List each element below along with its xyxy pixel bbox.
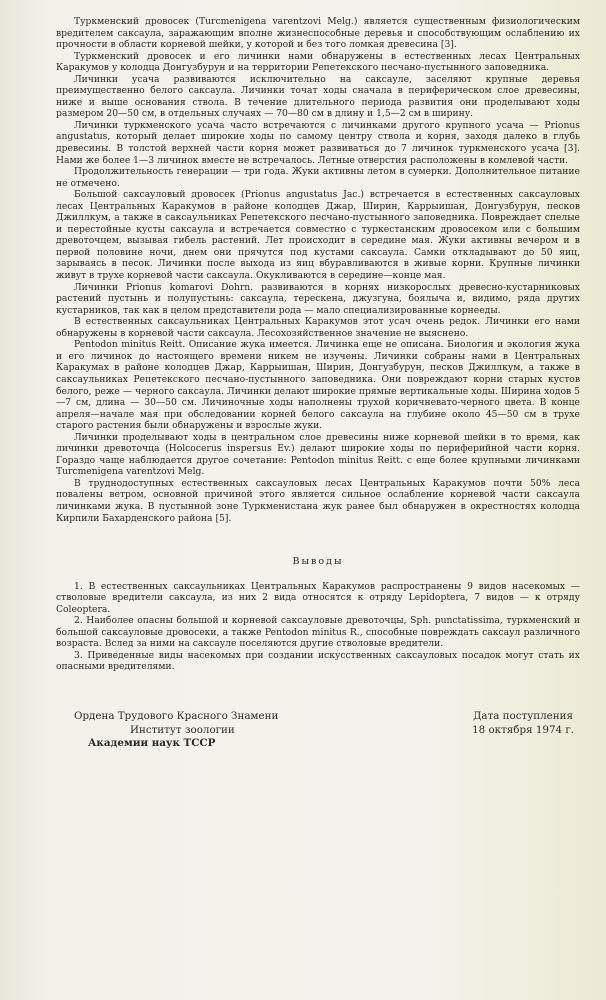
body-paragraph: Продолжительность генерации — три года. Жуки активны летом в сумерки. Дополнительное питание не отмечено.: [56, 166, 580, 189]
body-paragraph: Большой саксауловый дровосек (Prionus angustatus Jac.) встречается в естественных саксауловых лесах Центральных Каракумов в районе колодцев Джар, Ширин, Каррыишан, Донгузбурун, песков Джиллкум, а также в саксаульниках Репетекского песчано-пустынного заповедника. Повреждает спелые и перестойные кусты саксаула и встречается совместно с туркестанским дровосеком или с большим древоточцем, вызывая гибель растений. Лет происходит в середине мая. Жуки активны вечером и в первой половине ночи, днем они прячутся под кустами саксаула. Самки откладывают до 50 яиц, зарываясь в песок. Личинки после выхода из яиц вбуравливаются в живые корни. Крупные личинки живут в трухе корневой части саксаула. Окукливаются в середине—конце мая.: [56, 189, 580, 282]
received-date: 18 октября 1974 г.: [472, 723, 574, 736]
body-paragraph: Личинки усача развиваются исключительно на саксауле, заселяют крупные деревья преимущественно белого саксаула. Личинки точат ходы сначала в периферическом слое древесины, ниже и выше основания ствола. В течение длительного периода развития они проделывают ходы размером 20—50 см, в отдельных случаях — 70—80 см в длину и 1,5—2 см в ширину.: [56, 73, 580, 120]
body-paragraph: В труднодоступных естественных саксауловых лесах Центральных Каракумов почти 50% леса повалены ветром, основной причиной этого является сильное ослабление корневой части саксаула личинками жука. В пустынной зоне Туркменистана жук ранее был обнаружен в окрестностях колодца Кирпили Бахарденского района [5].: [56, 477, 580, 524]
received-date-block: [472, 710, 580, 750]
document-footer: [56, 710, 580, 750]
received-label: Дата поступления: [473, 710, 573, 723]
body-paragraph: Личинки туркменского усача часто встречаются с личинками другого крупного усача — Prionus angustatus, который делает широкие ходы по самому центру ствола и корня, заходя далеко в глубь древесины. В толстой верхней части корня может развиваться до 7 личинок туркменского усача [3]. Нами же более 1—3 личинок вместе не встречалось. Летные отверстия расположены в комлевой части.: [56, 119, 580, 166]
institution-line-2: Институт зоологии: [130, 723, 235, 736]
conclusion-item: 1. В естественных саксаульниках Центральных Каракумов распространены 9 видов насекомых — стволовые вредители саксаула, из них 2 вида относятся к отряду Lepidoptera, 7 видов — к отряду Coleoptera.: [56, 581, 580, 615]
conclusions-heading: Выводы: [292, 556, 344, 568]
body-paragraph: Личинки Prionus komarovi Dohrn. развиваются в корнях низкорослых древесно-кустарниковых растений пустынь и полупустынь: саксаула, терескена, джузгуна, боялыча и, видимо, ряда других кустарников, так как в целом представители рода — мало специализированные корнееды.: [56, 281, 580, 316]
conclusion-item: 2. Наиболее опасны большой и корневой саксауловые древоточцы, Sph. punctatissima, туркменский и большой саксауловые дровосеки, а также Pentodon minitus R., способные повреждать саксаул различного возраста. Вслед за ними на саксауле поселяются другие стволовые вредители.: [56, 615, 580, 650]
institution-block: [56, 710, 278, 750]
institution-line-3: Академии наук ТССР: [88, 737, 216, 750]
body-paragraph: Туркменский дровосек и его личинки нами обнаружены в естественных лесах Центральных Каракумов у колодца Донгузбурун и на территории Репетекского песчано-пустынного заповедника.: [56, 50, 580, 74]
conclusions-list: [56, 581, 580, 672]
article-body: [56, 16, 580, 524]
conclusion-item: 3. Приведенные виды насекомых при создании искусственных саксауловых посадок могут стать их опасными вредителями.: [56, 649, 580, 672]
body-paragraph: Туркменский дровосек (Turcmenigena varentzovi Melg.) является существенным физиологическим вредителем саксаула, заражающим вполне жизнеспособные деревья и способствующим ослаблению их прочности в области корневой шейки, у которой и без того ломкая древесина [3].: [56, 16, 580, 51]
body-paragraph: Pentodon minitus Reitt. Описание жука имеется. Личинка еще не описана. Биология и экология жука и его личинок до настоящего времени никем не изучены. Личинки собраны нами в Центральных Каракумах в районе колодцев Джар, Каррыишан, Ширин, Донгузбурун, песков Джиллкум, а также в саксаульниках Репетекского песчано-пустынного заповедника. Они повреждают корни старых кустов белого, реже — черного саксаула. Личинки делают широкие прямые вертикальные ходы. Ширина ходов 5—7 см, длина — 30—50 см. Личиночные ходы наполнены трухой коричневато-черного цвета. В конце апреля—начале мая при обследовании корней белого саксаула на глубине около 45—50 см в трухе старого растения были обнаружены и взрослые жуки.: [56, 339, 580, 432]
body-paragraph: В естественных саксаульниках Центральных Каракумов этот усач очень редок. Личинки его нами обнаружены в корневой части саксаула. Лесохозяйственное значение не выяснено.: [56, 316, 580, 339]
body-paragraph: Личинки проделывают ходы в центральном слое древесины ниже корневой шейки в то время, как личинки древоточца (Holcocerus inspersus Ev.) делают широкие ходы по периферийной части корня. Гораздо чаще наблюдается другое сочетание: Pentodon minitus Reitt. с еще более крупными личинками Turcmenigena varentzovi Melg.: [56, 431, 580, 478]
institution-line-1: Ордена Трудового Красного Знамени: [74, 710, 279, 723]
